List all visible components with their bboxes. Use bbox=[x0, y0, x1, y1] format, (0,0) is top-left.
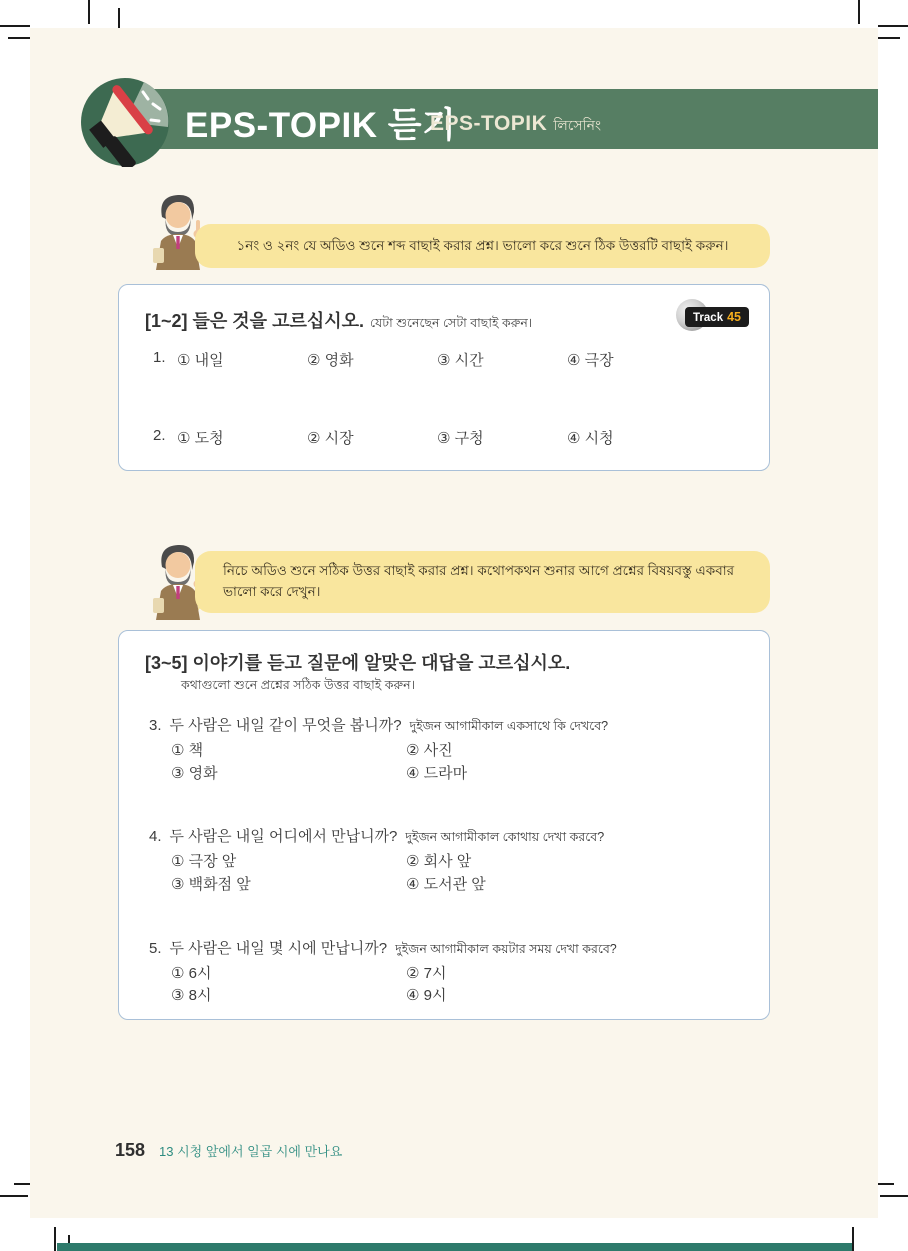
section2-heading bbox=[145, 649, 570, 675]
tip-callout-1 bbox=[195, 224, 770, 268]
question-number: 4. bbox=[149, 828, 162, 845]
option-2: ② 영화 bbox=[307, 352, 354, 369]
question-3-options-row1 bbox=[171, 739, 731, 760]
question-4 bbox=[149, 825, 604, 849]
page-subtitle-en: EPS-TOPIK bbox=[430, 112, 548, 135]
option-3: ③ 구청 bbox=[437, 430, 484, 447]
page-title: EPS-TOPIK 듣기 bbox=[185, 106, 457, 145]
section1-heading bbox=[145, 307, 532, 335]
option-4: ④ 드라마 bbox=[406, 765, 468, 782]
tip-text: ১নং ও ২নং যে অডিও শুনে শব্দ বাছাই করার প্রশ্ন। ভালো করে শুনে ঠিক উত্তরটি বাছাই করুন। bbox=[236, 237, 729, 253]
option-4: ④ 극장 bbox=[567, 352, 614, 369]
question-bn: দুইজন আগামীকাল কয়টার সময় দেখা করবে? bbox=[395, 942, 617, 956]
option-1: ① 극장 앞 bbox=[171, 853, 237, 870]
option-1: ① 내일 bbox=[177, 352, 224, 369]
crop-mark bbox=[852, 1227, 854, 1251]
question-3-options-row2 bbox=[171, 762, 731, 783]
page-subtitle bbox=[430, 112, 601, 138]
crop-mark bbox=[0, 25, 30, 27]
section1-title-ko: [1~2] 들은 것을 고르십시오. bbox=[145, 311, 365, 331]
question-box-3-5 bbox=[118, 630, 770, 1020]
question-number: 1. bbox=[153, 349, 166, 366]
crop-mark bbox=[880, 1195, 908, 1197]
question-bn: দুইজন আগামীকাল একসাথে কি দেখবে? bbox=[409, 719, 609, 733]
question-ko: 두 사람은 내일 어디에서 만납니까? bbox=[169, 828, 398, 845]
crop-mark bbox=[88, 0, 90, 24]
section1-title-bn: যেটা শুনেছেন সেটা বাছাই করুন। bbox=[370, 316, 533, 330]
track-number: 45 bbox=[727, 310, 741, 324]
tip-callout-2 bbox=[195, 551, 770, 613]
option-1: ① 도청 bbox=[177, 430, 224, 447]
crop-mark bbox=[878, 25, 908, 27]
crop-mark bbox=[54, 1227, 56, 1251]
section2-title-ko: [3~5] 이야기를 듣고 질문에 알맞은 대답을 고르십시오. bbox=[145, 653, 571, 673]
question-number: 3. bbox=[149, 717, 162, 734]
option-3: ③ 영화 bbox=[171, 765, 218, 782]
option-2: ② 회사 앞 bbox=[406, 853, 472, 870]
option-4: ④ 9시 bbox=[406, 987, 447, 1004]
question-3 bbox=[149, 714, 608, 738]
question-5 bbox=[149, 937, 617, 961]
question-ko: 두 사람은 내일 몇 시에 만납니까? bbox=[169, 940, 388, 957]
question-4-options-row2 bbox=[171, 873, 731, 894]
track-badge bbox=[685, 307, 749, 327]
section2-title-bn: কথাগুলো শুনে প্রশ্নের সঠিক উত্তর বাছাই করুন। bbox=[181, 678, 416, 692]
tip-text-line2: ভালো করে দেখুন। bbox=[223, 583, 321, 599]
option-4: ④ 시청 bbox=[567, 430, 614, 447]
track-label: Track bbox=[693, 312, 724, 324]
option-3: ③ 8시 bbox=[171, 987, 212, 1004]
page-subtitle-bn: লিসেনিং bbox=[553, 117, 602, 133]
question-number: 2. bbox=[153, 427, 166, 444]
option-4: ④ 도서관 앞 bbox=[406, 876, 486, 893]
option-2: ② 7시 bbox=[406, 965, 447, 982]
question-bn: দুইজন আগামীকাল কোথায় দেখা করবে? bbox=[405, 830, 605, 844]
question-ko: 두 사람은 내일 같이 무엇을 봅니까? bbox=[169, 717, 402, 734]
crop-mark bbox=[858, 0, 860, 24]
page-footer bbox=[115, 1140, 342, 1161]
question-1-row bbox=[153, 349, 753, 370]
question-5-options-row2 bbox=[171, 984, 731, 1005]
option-1: ① 6시 bbox=[171, 965, 212, 982]
question-4-options-row1 bbox=[171, 850, 731, 871]
option-2: ② 시장 bbox=[307, 430, 354, 447]
crop-mark bbox=[0, 1195, 28, 1197]
question-box-1-2 bbox=[118, 284, 770, 471]
option-3: ③ 백화점 앞 bbox=[171, 876, 251, 893]
option-2: ② 사진 bbox=[406, 742, 453, 759]
chapter-title: 13 시청 앞에서 일곱 시에 만나요 bbox=[159, 1144, 343, 1159]
bottom-accent-bar bbox=[57, 1243, 852, 1251]
option-3: ③ 시간 bbox=[437, 352, 484, 369]
page-number: 158 bbox=[115, 1140, 146, 1160]
megaphone-icon bbox=[80, 77, 170, 167]
question-5-options-row1 bbox=[171, 962, 731, 983]
option-1: ① 책 bbox=[171, 742, 204, 759]
question-2-row bbox=[153, 427, 753, 448]
tip-text-line1: নিচে অডিও শুনে সঠিক উত্তর বাছাই করার প্রশ্ন। কথোপকথন শুনার আগে প্রশ্নের বিষয়বস্তু একবার bbox=[223, 563, 735, 578]
question-number: 5. bbox=[149, 940, 162, 957]
